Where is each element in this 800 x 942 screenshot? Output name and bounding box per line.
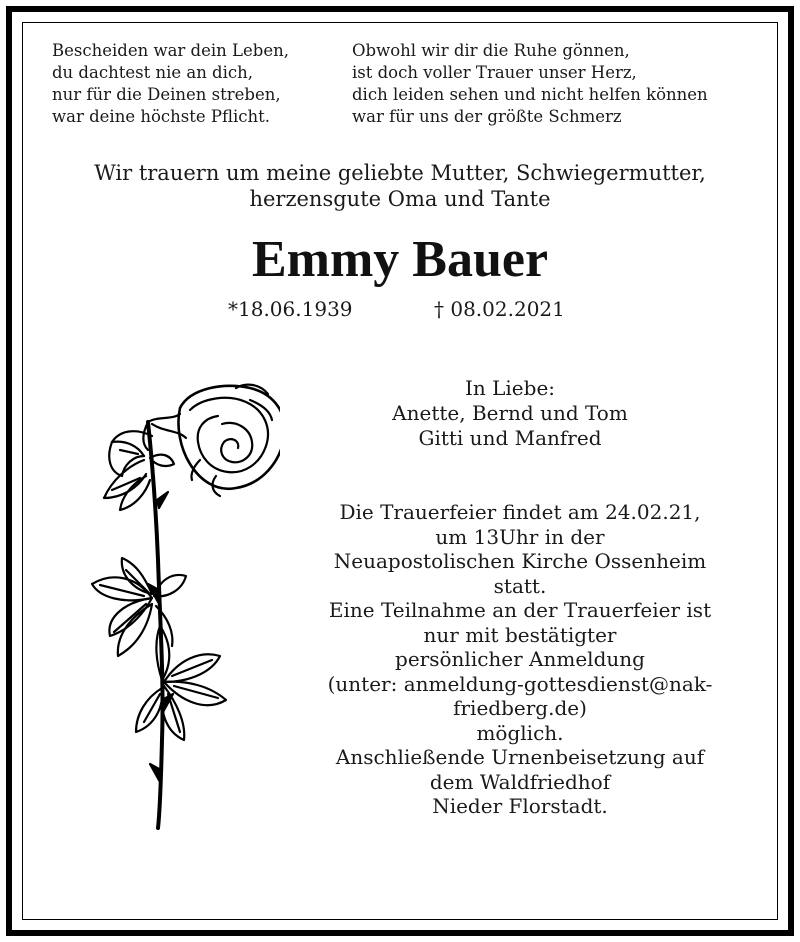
intro-line: Wir trauern um meine geliebte Mutter, Schwiegermutter,: [94, 161, 706, 185]
poem-right-line: dich leiden sehen und nicht helfen können: [352, 85, 708, 104]
poem-right: [352, 40, 708, 128]
notice-line: friedberg.de): [453, 696, 587, 720]
funeral-notice: [290, 500, 750, 819]
notice-line: Nieder Florstadt.: [432, 794, 608, 818]
notice-line: Anschließende Urnenbeisetzung auf: [335, 745, 705, 769]
poem-right-line: ist doch voller Trauer unser Herz,: [352, 63, 637, 82]
birth-date: *18.06.1939: [228, 297, 353, 321]
mourners-line: In Liebe:: [464, 376, 556, 400]
notice-line: nur mit bestätigter: [423, 622, 617, 647]
notice-line: Die Trauerfeier findet am 24.02.21,: [339, 500, 701, 524]
notice-line: statt.: [493, 573, 547, 598]
poem-left-line: nur für die Deinen streben,: [52, 85, 281, 104]
mourners-block: [300, 376, 720, 451]
intro-text: [0, 160, 800, 212]
notice-line: Neuapostolischen Kirche Ossenheim: [333, 549, 707, 573]
poem-left: [52, 40, 289, 128]
deceased-name: Emmy Bauer: [251, 231, 549, 288]
notice-line: Eine Teilnahme an der Trauerfeier ist: [328, 598, 712, 622]
poem-right-line: Obwohl wir dir die Ruhe gönnen,: [352, 41, 630, 60]
mourners-line: Anette, Bernd und Tom: [392, 401, 628, 425]
notice-line: persönlicher Anmeldung: [395, 647, 645, 671]
death-date: † 08.02.2021: [434, 297, 565, 321]
poem-right-line: war für uns der größte Schmerz: [352, 107, 622, 126]
intro-line: herzensgute Oma und Tante: [249, 187, 551, 211]
notice-line: dem Waldfriedhof: [429, 769, 611, 794]
rose-icon: [40, 380, 280, 840]
poem-left-line: war deine höchste Pflicht.: [52, 107, 270, 126]
poem-left-line: du dachtest nie an dich,: [52, 63, 254, 82]
notice-line: möglich.: [476, 720, 564, 745]
poem-left-line: Bescheiden war dein Leben,: [52, 41, 289, 60]
notice-line: (unter: anmeldung-gottesdienst@nak-: [327, 671, 713, 696]
mourners-line: Gitti und Manfred: [418, 426, 602, 450]
notice-line: um 13Uhr in der: [435, 524, 605, 549]
